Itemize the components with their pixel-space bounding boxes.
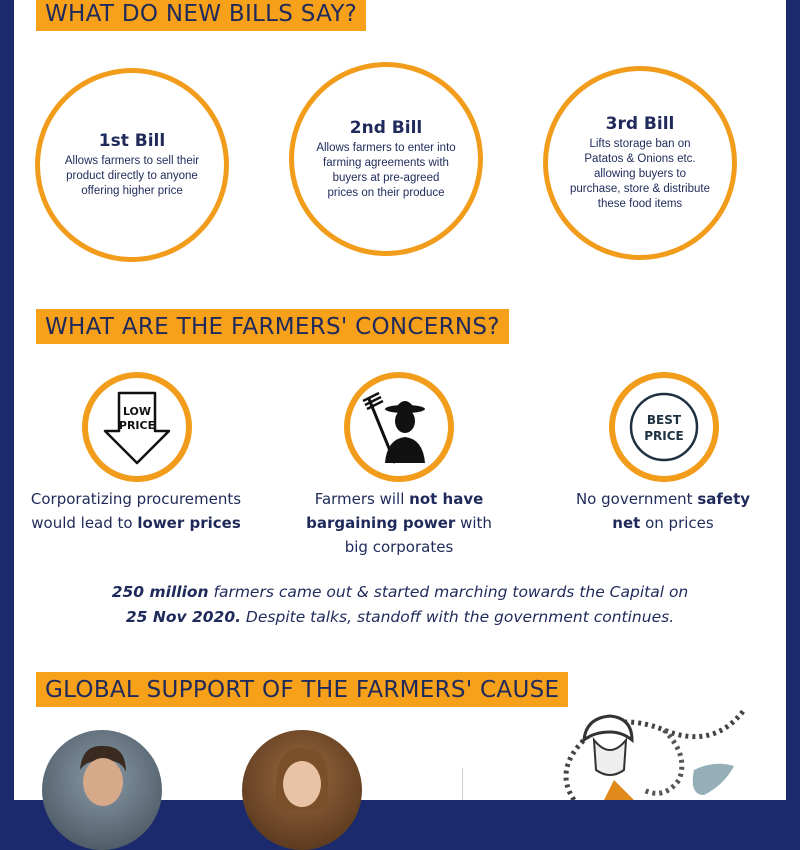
bill-title: 1st Bill <box>98 131 166 151</box>
supporter-photo-1 <box>42 730 162 850</box>
bill-circle-1 <box>35 68 229 262</box>
march-line-2: 25 Nov 2020. Despite talks, standoff with the government continues. <box>125 608 675 626</box>
farmer-noose-illustration <box>514 700 764 800</box>
supporter-photo-2 <box>242 730 362 850</box>
best-price-icon <box>624 387 704 467</box>
march-line-1: 250 million farmers came out & started marching towards the Capital on <box>111 583 689 601</box>
bills-section-header: WHAT DO NEW BILLS SAY? <box>36 0 366 31</box>
bill-description: Allows farmers to enter into farming agreements with buyers at pre-agreed prices on their produce <box>316 141 456 199</box>
concern-text-3: No government safety net on prices <box>575 490 751 532</box>
concern-text-1: Corporatizing procurements would lead to lower prices <box>30 490 242 532</box>
person-silhouette-icon <box>42 730 162 850</box>
march-statement <box>14 580 786 630</box>
bill-title: 3rd Bill <box>605 114 675 134</box>
farmer-icon <box>359 387 439 467</box>
bill-circle-2 <box>289 62 483 256</box>
bill-title: 2nd Bill <box>349 117 423 138</box>
concern-text-2: Farmers will not have bargaining power with big corporates <box>306 490 492 556</box>
low-price-icon-text-1: LOW <box>122 405 152 418</box>
low-price-arrow-icon <box>97 387 177 467</box>
farmer-circle <box>344 372 454 482</box>
person-silhouette-icon <box>242 730 362 850</box>
best-price-icon-text-2: PRICE <box>644 429 684 443</box>
low-price-icon-text-2: PRICE <box>118 419 156 432</box>
infographic-page <box>14 0 786 800</box>
bill-circle-3 <box>543 66 737 260</box>
bill-description: Lifts storage ban on Patatos & Onions etc. allowing buyers to purchase, store & distribute these food items <box>570 138 710 210</box>
bill-description: Allows farmers to sell their product directly to anyone offering higher price <box>64 155 200 197</box>
low-price-circle <box>82 372 192 482</box>
divider <box>462 768 463 800</box>
best-price-circle <box>609 372 719 482</box>
concerns-section-header: WHAT ARE THE FARMERS' CONCERNS? <box>36 309 509 344</box>
best-price-icon-text-1: BEST <box>646 413 682 427</box>
global-section-header: GLOBAL SUPPORT OF THE FARMERS' CAUSE <box>36 672 568 707</box>
